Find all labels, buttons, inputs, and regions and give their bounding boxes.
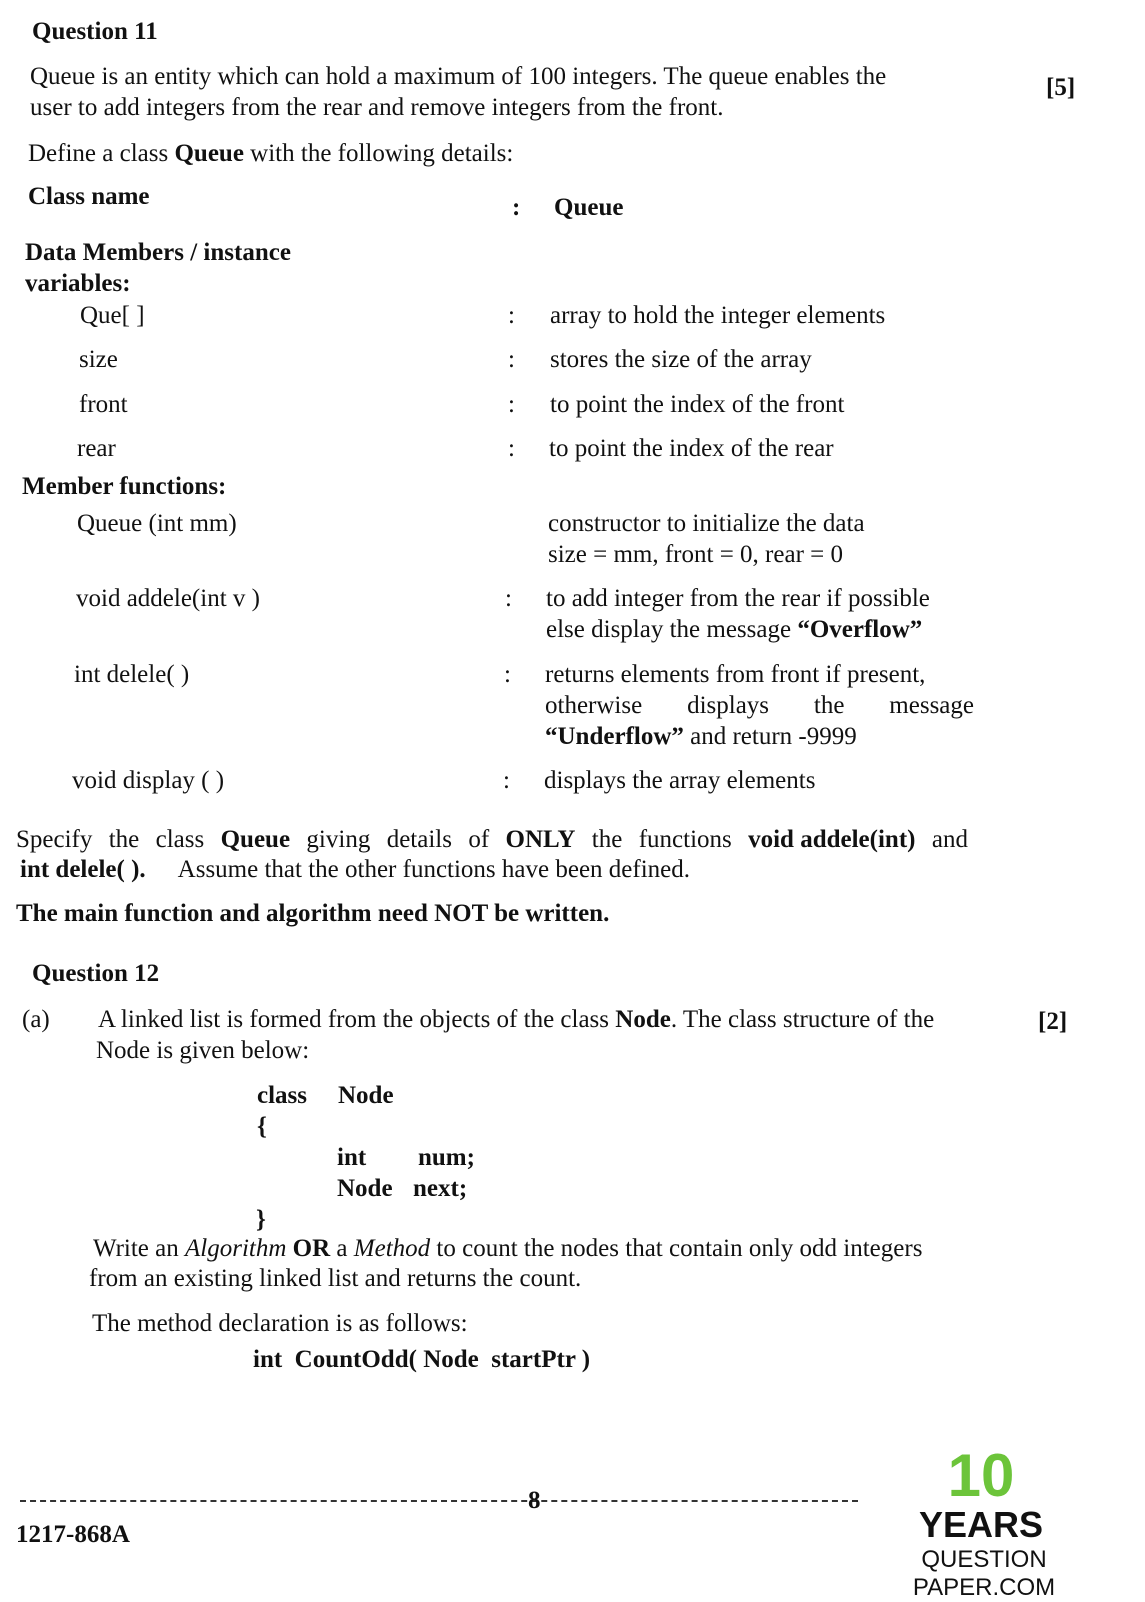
question-11-heading: Question 11 (32, 18, 158, 45)
member-colon: : (508, 302, 515, 329)
q12-marks: [2] (1038, 1008, 1068, 1035)
q12-declaration-intro: The method declaration is as follows: (92, 1310, 468, 1337)
member-desc: to point the index of the front (550, 391, 845, 418)
class-name-value: Queue (554, 194, 624, 221)
code-class-name: Node (338, 1082, 394, 1109)
logo-years: YEARS (918, 1504, 1044, 1545)
function-desc: returns elements from front if present, (545, 661, 926, 688)
q11-note: The main function and algorithm need NOT be written. (16, 900, 610, 927)
function-desc: to add integer from the rear if possible (546, 585, 930, 612)
member-colon: : (508, 346, 515, 373)
function-name: void addele(int v ) (76, 585, 260, 612)
q12-write-line2: from an existing linked list and returns the count. (89, 1265, 582, 1292)
q12-line2: Node is given below: (96, 1037, 310, 1064)
q11-specify-line1: Specify the class Queue giving details of ONLY the functions void addele(int) and (16, 826, 968, 853)
page-number: 8 (528, 1487, 541, 1514)
q12-part-label: (a) (22, 1006, 50, 1033)
code-field-type: Node (337, 1175, 393, 1202)
footer-divider (20, 1500, 858, 1502)
function-name: Queue (int mm) (77, 510, 237, 537)
function-desc: displays the array elements (544, 767, 816, 794)
function-name: int delele( ) (74, 661, 190, 688)
data-members-heading-line1: Data Members / instance (25, 239, 291, 266)
function-colon: : (505, 585, 512, 612)
q12-line1: A linked list is formed from the objects of the class Node. The class structure of the (98, 1006, 935, 1033)
class-name-label: Class name (28, 183, 150, 210)
q11-intro-line2: user to add integers from the rear and remove integers from the front. (30, 94, 724, 121)
code-open-brace: { (257, 1113, 267, 1140)
member-colon: : (508, 435, 515, 462)
member-name: size (79, 346, 118, 373)
code-field-name: num; (418, 1144, 475, 1171)
function-desc: “Underflow” and return -9999 (545, 723, 857, 750)
function-desc: else display the message “Overflow” (546, 616, 923, 643)
q11-marks: [5] (1046, 74, 1076, 101)
function-colon: : (503, 767, 510, 794)
function-name: void display ( ) (72, 767, 225, 794)
paper-code: 1217-868A (16, 1521, 130, 1548)
member-desc: to point the index of the rear (549, 435, 834, 462)
code-class-keyword: class (257, 1082, 307, 1109)
logo-site: QUESTION PAPER.COM (912, 1546, 1056, 1601)
q11-specify-line2: int delele( ). Assume that the other functions have been defined. (20, 856, 691, 883)
logo-number: 10 (947, 1442, 1015, 1509)
member-functions-heading: Member functions: (22, 473, 227, 500)
q11-intro-line1: Queue is an entity which can hold a maximum of 100 integers. The queue enables the (30, 63, 887, 90)
class-name-colon: : (512, 194, 521, 221)
member-name: Que[ ] (80, 302, 145, 329)
code-field-name: next; (413, 1175, 468, 1202)
member-desc: stores the size of the array (550, 346, 812, 373)
code-close-brace: } (256, 1206, 266, 1233)
q12-write-line1: Write an Algorithm OR a Method to count the nodes that contain only odd integers (93, 1235, 923, 1262)
member-desc: array to hold the integer elements (550, 302, 886, 329)
member-name: front (79, 391, 128, 418)
q11-define-line: Define a class Queue with the following details: (28, 140, 514, 167)
function-desc: otherwise displays the message (545, 692, 974, 719)
member-name: rear (77, 435, 116, 462)
function-desc: size = mm, front = 0, rear = 0 (548, 541, 843, 568)
code-field-type: int (337, 1144, 367, 1171)
function-colon: : (504, 661, 511, 688)
function-desc: constructor to initialize the data (548, 510, 865, 537)
question-12-heading: Question 12 (32, 960, 160, 987)
member-colon: : (508, 391, 515, 418)
data-members-heading-line2: variables: (25, 270, 131, 297)
q12-method-declaration: int CountOdd( Node startPtr ) (253, 1346, 591, 1373)
